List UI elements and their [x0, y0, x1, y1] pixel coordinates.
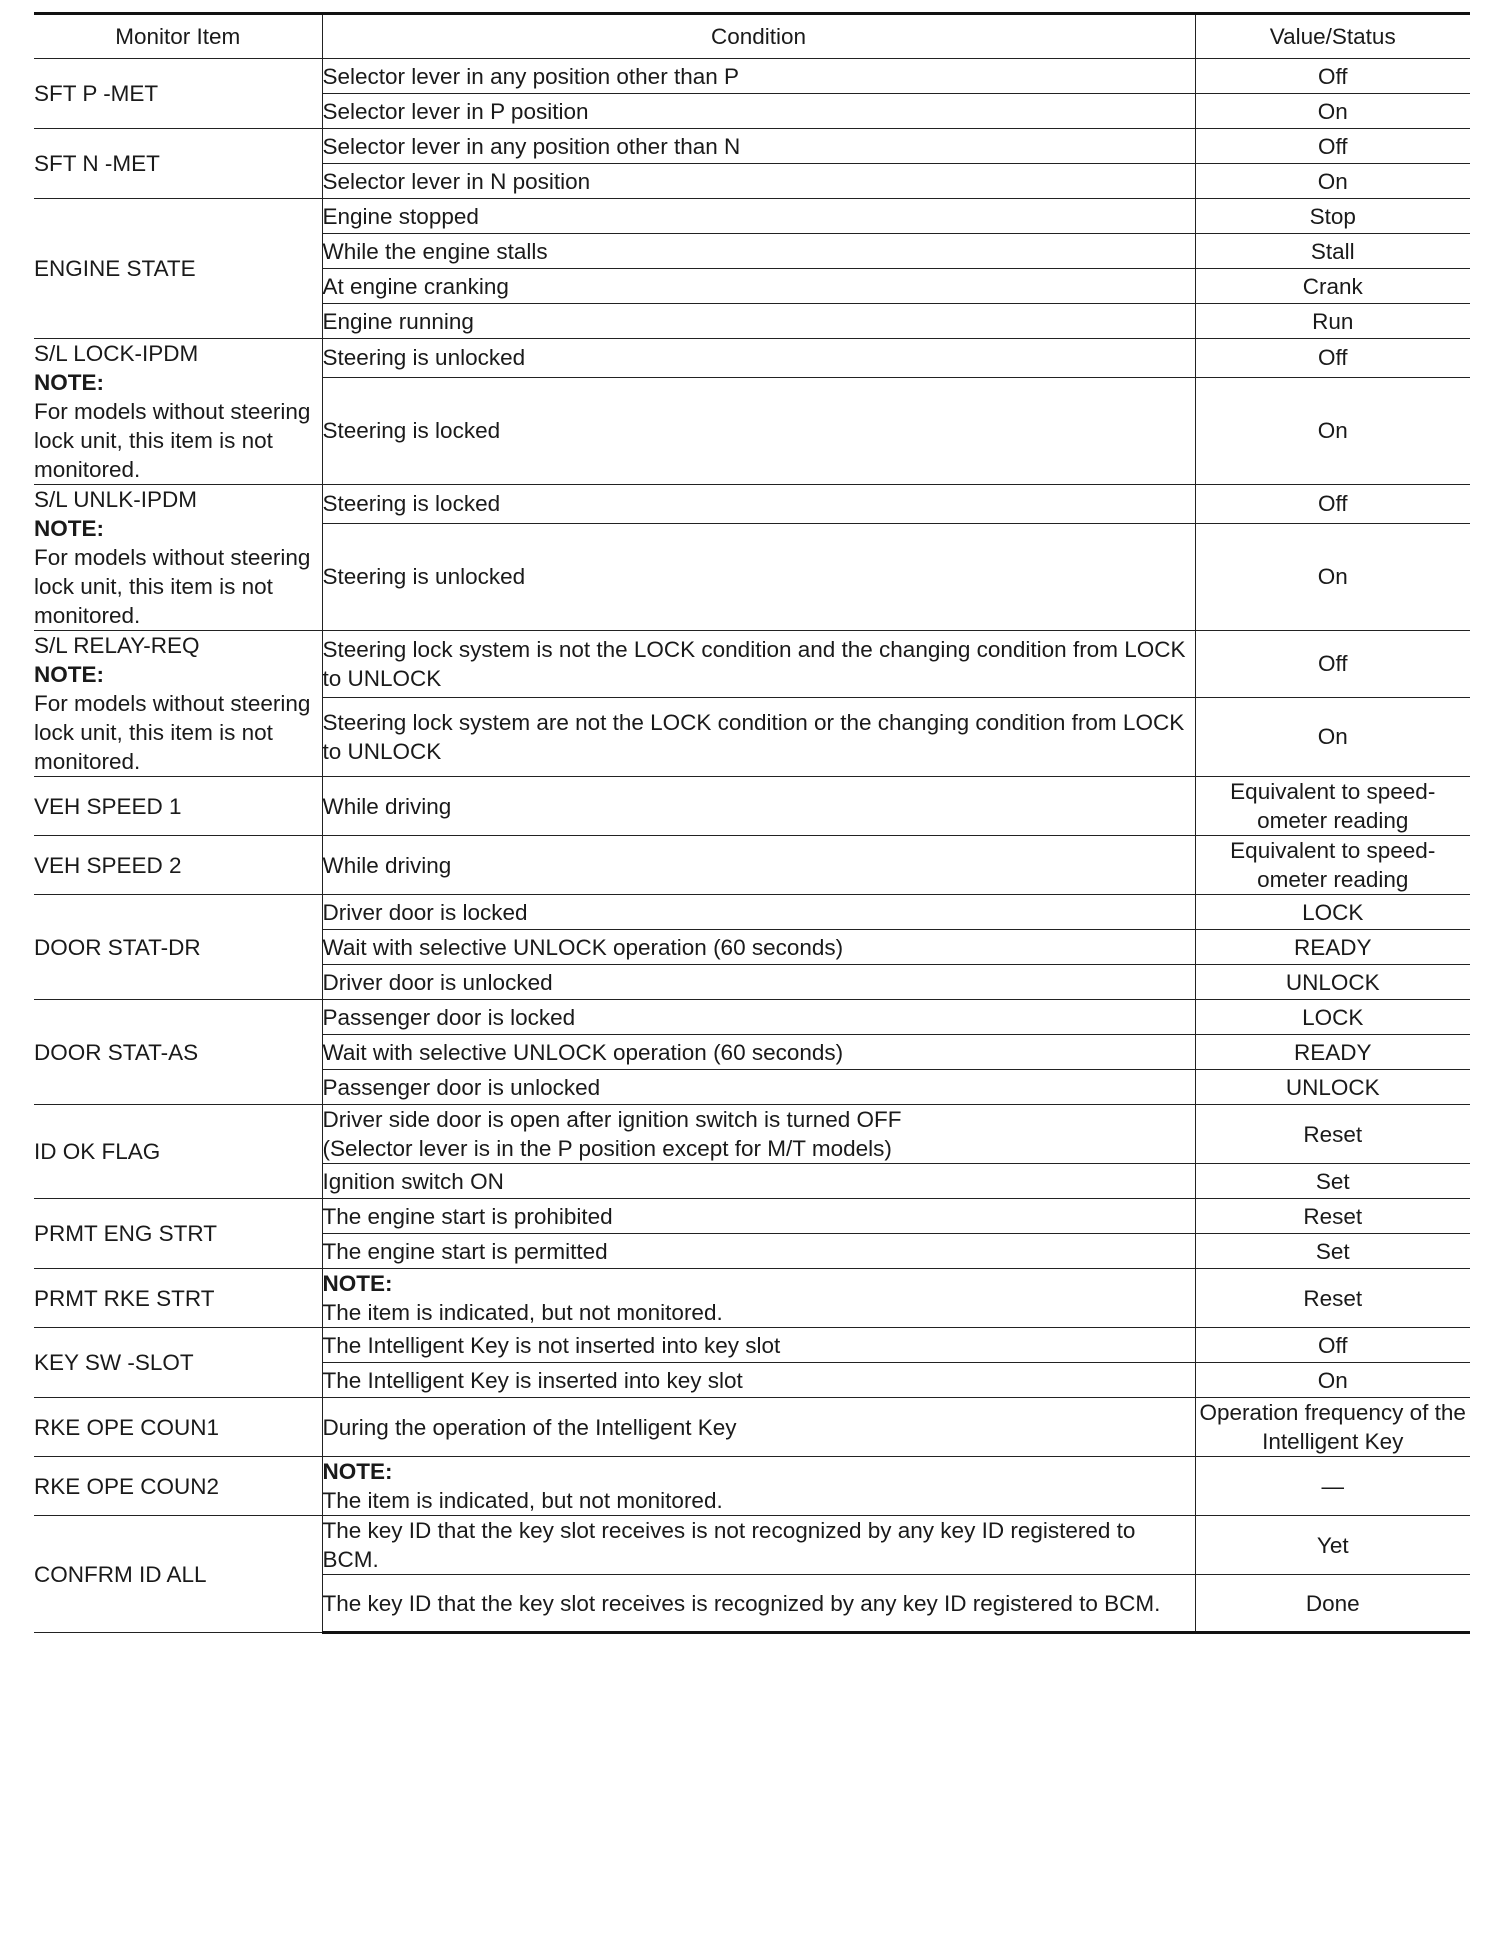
table-row: [34, 1105, 1470, 1164]
value-status-cell: Off: [1195, 59, 1470, 94]
header-row: [34, 14, 1470, 59]
value-status-cell: LOCK: [1195, 895, 1470, 930]
condition-text: Wait with selective UNLOCK operation (60 seconds): [322, 1039, 844, 1065]
table-row: [34, 199, 1470, 234]
monitor-item-cell: [34, 1000, 322, 1105]
table-row: [34, 485, 1470, 524]
table-row: [34, 1269, 1470, 1328]
value-status-cell: On: [1195, 697, 1470, 776]
value-status-cell: Off: [1195, 631, 1470, 698]
condition-cell: [322, 1575, 1195, 1633]
value-status-cell: On: [1195, 1363, 1470, 1398]
condition-text: While driving: [322, 852, 452, 878]
condition-cell: [322, 1000, 1195, 1035]
condition-cell: [322, 269, 1195, 304]
monitor-item-name: VEH SPEED 1: [34, 793, 182, 819]
condition-cell: [322, 777, 1195, 836]
condition-cell: [322, 965, 1195, 1000]
condition-cell: [322, 1164, 1195, 1199]
header-monitor-item: Monitor Item: [34, 14, 322, 59]
value-status-cell: Done: [1195, 1575, 1470, 1633]
table-row: [34, 777, 1470, 836]
monitor-item-cell: [34, 895, 322, 1000]
monitor-item-cell: [34, 836, 322, 895]
monitor-item-cell: [34, 1398, 322, 1457]
condition-text: Driver side door is open after ignition switch is turned OFF: [322, 1107, 902, 1132]
condition-text: The engine start is permitted: [322, 1238, 608, 1264]
condition-text: Selector lever in N position: [322, 168, 591, 194]
monitor-item-name: SFT P -MET: [34, 81, 159, 106]
condition-text: Steering is locked: [322, 418, 501, 444]
table-row: [34, 1328, 1470, 1363]
value-status-cell: UNLOCK: [1195, 965, 1470, 1000]
condition-text: The Intelligent Key is inserted into key slot: [322, 1367, 743, 1393]
value-status-cell: Stall: [1195, 234, 1470, 269]
condition-text: Ignition switch ON: [322, 1168, 504, 1194]
value-status-cell: Reset: [1195, 1199, 1470, 1234]
condition-cell: [322, 59, 1195, 94]
value-status-cell: Reset: [1195, 1269, 1470, 1328]
value-status-cell: READY: [1195, 930, 1470, 965]
note-text: For models without steering lock unit, this item is not monitored.: [34, 691, 311, 774]
condition-text: The item is indicated, but not monitored.: [322, 1488, 723, 1513]
monitor-item-cell: [34, 129, 322, 199]
value-status-cell: Crank: [1195, 269, 1470, 304]
condition-cell: [322, 523, 1195, 630]
value-status-cell: —: [1195, 1457, 1470, 1516]
table-row: [34, 895, 1470, 930]
value-status-cell: Run: [1195, 304, 1470, 339]
condition-cell: [322, 1516, 1195, 1575]
condition-cell: [322, 1363, 1195, 1398]
value-status-cell: Operation frequency of the Intelligent Key: [1195, 1398, 1470, 1457]
condition-text: Engine stopped: [322, 203, 479, 229]
condition-cell: [322, 199, 1195, 234]
condition-text: While driving: [322, 793, 452, 819]
condition-cell: [322, 377, 1195, 484]
condition-cell: [322, 1234, 1195, 1269]
condition-cell: [322, 1398, 1195, 1457]
note-text: For models without steering lock unit, this item is not monitored.: [34, 545, 311, 628]
monitor-item-name: VEH SPEED 2: [34, 852, 182, 878]
condition-text: Passenger door is locked: [322, 1004, 576, 1030]
monitor-item-cell: [34, 631, 322, 777]
condition-cell: [322, 1269, 1195, 1328]
table-row: [34, 1516, 1470, 1575]
condition-cell: [322, 1457, 1195, 1516]
condition-cell: [322, 1035, 1195, 1070]
monitor-item-cell: [34, 199, 322, 339]
monitor-item-name: CONFRM ID ALL: [34, 1561, 207, 1587]
value-status-cell: Equivalent to speed-ometer reading: [1195, 836, 1470, 895]
table-row: [34, 59, 1470, 94]
condition-text: Wait with selective UNLOCK operation (60 seconds): [322, 934, 844, 960]
monitor-item-name: S/L RELAY-REQ: [34, 633, 200, 658]
value-status-cell: Off: [1195, 485, 1470, 524]
value-status-cell: READY: [1195, 1035, 1470, 1070]
note-text: For models without steering lock unit, this item is not monitored.: [34, 399, 311, 482]
condition-text: Passenger door is unlocked: [322, 1074, 601, 1100]
monitor-item-cell: [34, 1199, 322, 1269]
monitor-item-cell: [34, 485, 322, 631]
condition-cell: [322, 339, 1195, 378]
value-status-cell: Equivalent to speed-ometer reading: [1195, 777, 1470, 836]
table-row: [34, 631, 1470, 698]
value-status-cell: Set: [1195, 1164, 1470, 1199]
condition-note-label: NOTE:: [322, 1271, 393, 1296]
value-status-cell: Stop: [1195, 199, 1470, 234]
value-status-cell: Off: [1195, 1328, 1470, 1363]
header-value-status: Value/Status: [1195, 14, 1470, 59]
monitor-item-name: RKE OPE COUN2: [34, 1473, 220, 1499]
condition-text: The key ID that the key slot receives is not recognized by any key ID registered to BCM.: [322, 1518, 1136, 1572]
monitor-item-cell: [34, 1516, 322, 1633]
note-label: NOTE:: [34, 370, 104, 395]
value-status-cell: Set: [1195, 1234, 1470, 1269]
condition-text: The Intelligent Key is not inserted into key slot: [322, 1332, 781, 1358]
condition-text: Steering lock system are not the LOCK condition or the changing condition from LOCK to UNLOCK: [322, 709, 1185, 764]
value-status-cell: On: [1195, 94, 1470, 129]
table-row: [34, 339, 1470, 378]
value-status-cell: LOCK: [1195, 1000, 1470, 1035]
condition-cell: [322, 1199, 1195, 1234]
condition-cell: [322, 1070, 1195, 1105]
condition-text: Steering is unlocked: [322, 345, 526, 371]
condition-text: Driver door is locked: [322, 899, 528, 925]
table-row: [34, 1398, 1470, 1457]
condition-cell: [322, 485, 1195, 524]
table-row: [34, 836, 1470, 895]
monitor-item-cell: [34, 777, 322, 836]
condition-text: Driver door is unlocked: [322, 969, 553, 995]
table-body: [34, 59, 1470, 1633]
condition-text: Selector lever in P position: [322, 98, 589, 124]
condition-text: Steering lock system is not the LOCK condition and the changing condition from LOCK to UNLOCK: [322, 636, 1186, 691]
monitor-item-name: ID OK FLAG: [34, 1139, 161, 1164]
condition-cell: [322, 129, 1195, 164]
value-status-cell: Off: [1195, 129, 1470, 164]
table-row: [34, 1199, 1470, 1234]
table-row: [34, 129, 1470, 164]
value-status-cell: On: [1195, 523, 1470, 630]
value-status-cell: Yet: [1195, 1516, 1470, 1575]
monitor-item-name: PRMT ENG STRT: [34, 1221, 217, 1246]
condition-cell: [322, 1328, 1195, 1363]
monitor-item-cell: [34, 339, 322, 485]
value-status-cell: On: [1195, 164, 1470, 199]
monitor-item-cell: [34, 1105, 322, 1199]
monitor-item-name: ENGINE STATE: [34, 256, 196, 281]
condition-text: Steering is locked: [322, 491, 501, 517]
condition-cell: [322, 304, 1195, 339]
condition-cell: [322, 697, 1195, 776]
note-label: NOTE:: [34, 516, 104, 541]
condition-cell: [322, 631, 1195, 698]
monitor-item-cell: [34, 1269, 322, 1328]
note-label: NOTE:: [34, 662, 104, 687]
table-row: [34, 1457, 1470, 1516]
condition-text: Steering is unlocked: [322, 564, 526, 590]
monitor-item-name: DOOR STAT-DR: [34, 934, 201, 960]
condition-text: Selector lever in any position other than N: [322, 133, 741, 159]
monitor-table-container: [34, 12, 1470, 1634]
value-status-cell: UNLOCK: [1195, 1070, 1470, 1105]
condition-text: The key ID that the key slot receives is recognized by any key ID registered to BCM.: [322, 1590, 1161, 1616]
value-status-cell: On: [1195, 377, 1470, 484]
condition-text: The item is indicated, but not monitored.: [322, 1300, 723, 1325]
value-status-cell: Reset: [1195, 1105, 1470, 1164]
table-row: [34, 1000, 1470, 1035]
condition-cell: [322, 930, 1195, 965]
monitor-item-cell: [34, 1328, 322, 1398]
monitor-item-name: RKE OPE COUN1: [34, 1414, 220, 1440]
condition-cell: [322, 1105, 1195, 1164]
condition-text: The engine start is prohibited: [322, 1203, 613, 1229]
condition-cell: [322, 164, 1195, 199]
monitor-item-name: PRMT RKE STRT: [34, 1285, 215, 1311]
monitor-item-cell: [34, 1457, 322, 1516]
condition-text: At engine cranking: [322, 273, 509, 299]
condition-note-label: NOTE:: [322, 1459, 393, 1484]
condition-text-line2: (Selector lever is in the P position except for M/T models): [322, 1136, 892, 1161]
monitor-item-cell: [34, 59, 322, 129]
condition-text: Engine running: [322, 308, 474, 334]
monitor-item-table: [34, 12, 1470, 1634]
condition-cell: [322, 234, 1195, 269]
condition-text: During the operation of the Intelligent Key: [322, 1414, 737, 1440]
monitor-item-name: KEY SW -SLOT: [34, 1350, 194, 1375]
condition-cell: [322, 836, 1195, 895]
monitor-item-name: S/L LOCK-IPDM: [34, 341, 199, 366]
monitor-item-name: DOOR STAT-AS: [34, 1039, 199, 1065]
value-status-cell: Off: [1195, 339, 1470, 378]
condition-cell: [322, 895, 1195, 930]
condition-text: While the engine stalls: [322, 238, 548, 264]
monitor-item-name: S/L UNLK-IPDM: [34, 487, 197, 512]
condition-cell: [322, 94, 1195, 129]
header-condition: Condition: [322, 14, 1195, 59]
condition-text: Selector lever in any position other than P: [322, 63, 739, 89]
monitor-item-name: SFT N -MET: [34, 151, 160, 176]
